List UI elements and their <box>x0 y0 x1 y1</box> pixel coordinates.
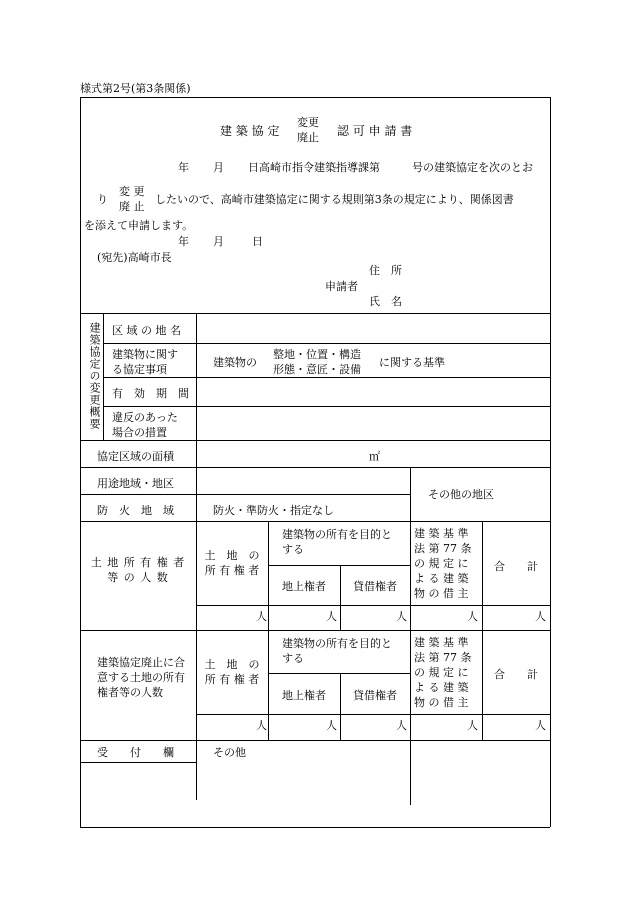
other-zone-label: その他の地区 <box>428 488 494 501</box>
address-label: 住 所 <box>369 264 402 277</box>
abolish-owners-count-label: 建築協定廃止に合意する土地の所有権者等の人数 <box>97 656 185 699</box>
line2-option-abolish: 廃 止 <box>119 200 145 213</box>
line2-text: したいので、高崎市建築協定に関する規則第3条の規定により、関係図書 <box>155 193 514 206</box>
applicant-label: 申請者 <box>325 280 358 293</box>
validity-label: 有 効 期 間 <box>112 387 189 400</box>
surface-right-header-2: 地上権者 <box>282 689 326 702</box>
date-month: 月 <box>213 235 224 248</box>
line1-month: 月 <box>213 161 224 174</box>
area-name-label: 区 域 の 地 名 <box>112 324 181 337</box>
line1-number-text: 号の建築協定を次のとお <box>412 161 533 174</box>
violation-label-2: 場合の措置 <box>112 426 167 439</box>
unit-total: 人 <box>535 610 546 623</box>
article77-header-2: 建 築 基 準 法 第 77 条 の 規 定 に よ る 建 築 物 の 借 主 <box>414 636 472 709</box>
unit-total-2: 人 <box>535 719 546 732</box>
unit-article77: 人 <box>467 610 478 623</box>
agreement-area-label: 協定区域の面積 <box>97 450 174 463</box>
use-zone-label: 用途地域・地区 <box>97 477 174 490</box>
change-overview-group-label: 建築協定の変更概要 <box>88 322 101 430</box>
fire-zone-label: 防 火 地 域 <box>97 504 174 517</box>
lease-right-header-2: 貸借権者 <box>353 689 397 702</box>
unit-land-owner: 人 <box>256 610 267 623</box>
standard-option-line1: 整地・位置・構造 <box>273 348 361 361</box>
building-matters-label-2: る協定事項 <box>112 363 167 376</box>
unit-surface-right: 人 <box>326 610 337 623</box>
owners-count-label: 土 地 所 有 権 者 等 の 人 数 <box>90 556 186 584</box>
standard-prefix: 建築物の <box>213 356 257 369</box>
building-matters-label-1: 建築物に関す <box>112 348 178 361</box>
lease-right-header: 貸借権者 <box>353 580 397 593</box>
line3-text: を添えて申請します。 <box>84 219 194 232</box>
title-option-change: 変更 <box>297 116 319 129</box>
date-year: 年 <box>178 235 189 248</box>
title-prefix: 建 築 協 定 <box>220 124 280 138</box>
article77-header: 建 築 基 準 法 第 77 条 の 規 定 に よ る 建 築 物 の 借 主 <box>414 527 472 600</box>
line2-prefix: り <box>97 193 108 206</box>
line2-option-change: 変 更 <box>119 185 145 198</box>
reception-label: 受 付 欄 <box>97 746 174 759</box>
land-owner-header-2: 土 地 の所 有 権 者 <box>204 658 260 686</box>
addressee: (宛先)高崎市長 <box>97 251 172 264</box>
form-label: 様式第2号(第3条関係) <box>80 82 191 95</box>
unit-surface-right-2: 人 <box>326 719 337 732</box>
total-header: 合 計 <box>494 560 538 573</box>
other-label: その他 <box>213 746 246 759</box>
name-label: 氏 名 <box>369 295 402 308</box>
total-header-2: 合 計 <box>494 668 538 681</box>
unit-land-owner-2: 人 <box>256 719 267 732</box>
standard-suffix: に関する基準 <box>379 356 445 369</box>
unit-article77-2: 人 <box>467 719 478 732</box>
surface-right-header: 地上権者 <box>282 580 326 593</box>
date-day: 日 <box>252 235 263 248</box>
title-suffix: 認 可 申 請 書 <box>337 124 413 138</box>
unit-lease-right-2: 人 <box>396 719 407 732</box>
line1-day-text: 日高崎市指令建築指導課第 <box>248 161 380 174</box>
land-owner-header: 土 地 の所 有 権 者 <box>204 549 260 577</box>
title-option-abolish: 廃止 <box>297 131 319 144</box>
line1-year: 年 <box>178 161 189 174</box>
violation-label-1: 違反のあった <box>112 411 178 424</box>
agreement-area-unit: ㎡ <box>369 450 380 463</box>
standard-option-line2: 形態・意匠・設備 <box>273 363 361 376</box>
purpose-header-2: 建築物の所有を目的とする <box>282 637 392 665</box>
purpose-header: 建築物の所有を目的とする <box>282 528 392 556</box>
fire-zone-value: 防火・準防火・指定なし <box>213 504 334 517</box>
unit-lease-right: 人 <box>396 610 407 623</box>
